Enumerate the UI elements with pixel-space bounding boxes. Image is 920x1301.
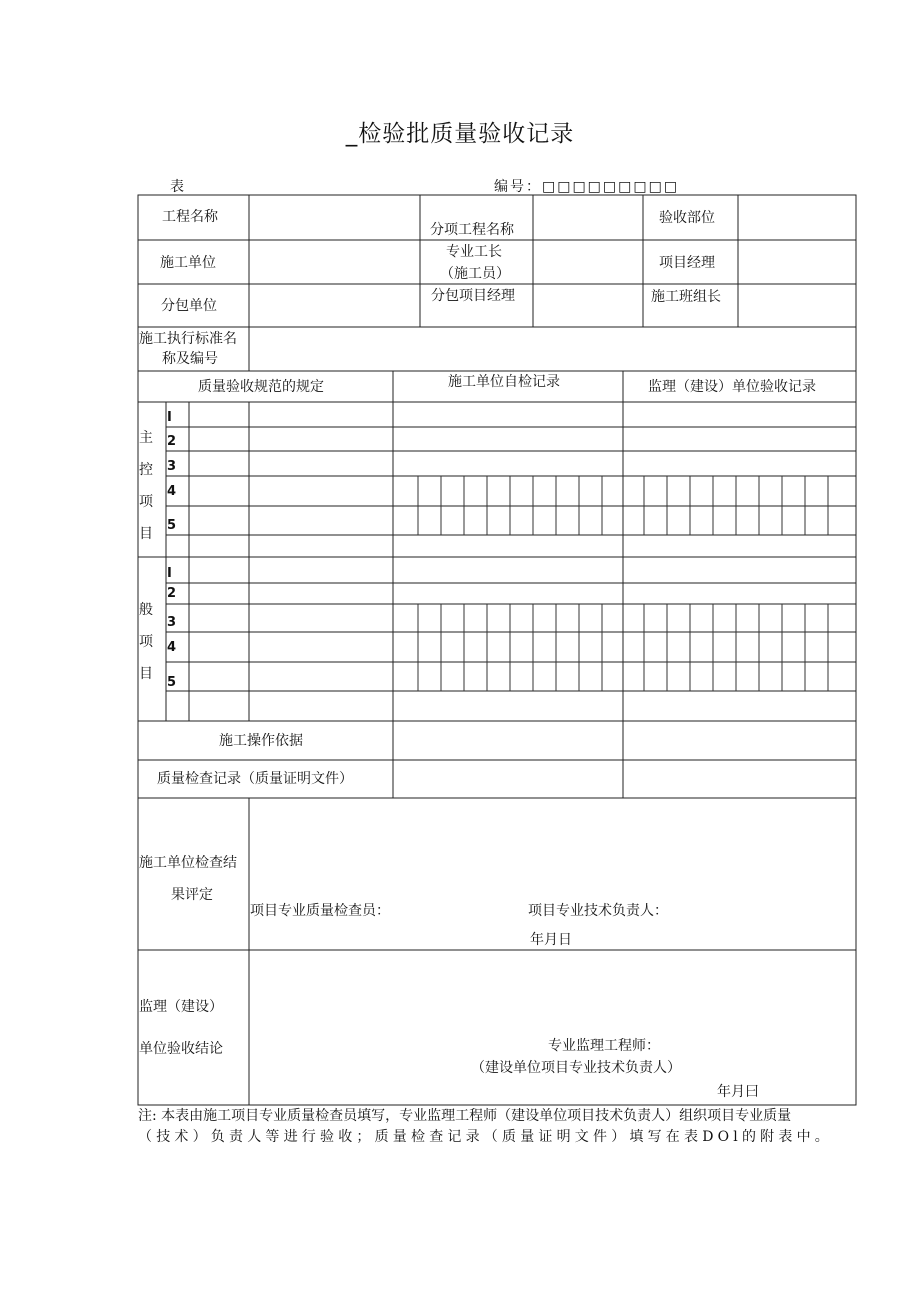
general-item-number: 3: [167, 615, 177, 630]
general-item-number: I: [167, 566, 172, 581]
main-item-number: 4: [167, 484, 177, 499]
general-items-label: 般项目: [139, 602, 153, 682]
sub-project-name-label: 分项工程名称: [430, 222, 514, 238]
self-eval-date: 年月日: [530, 932, 572, 948]
main-items-label: 主控项目: [139, 430, 153, 542]
supervision-conclusion-label-line2: 单位验收结论: [139, 1041, 223, 1057]
foreman-label: 专业工长: [446, 244, 502, 260]
subcontract-unit-label: 分包单位: [161, 298, 217, 314]
general-item-number: 4: [167, 640, 177, 655]
acceptance-part-label: 验收部位: [659, 210, 715, 226]
tech-lead-signature: 项目专业技术负责人：: [528, 903, 668, 919]
self-check-column-header: 施工单位自检记录: [448, 374, 560, 390]
main-item-number: 3: [167, 459, 177, 474]
main-item-number: I: [167, 410, 172, 425]
self-eval-label-line2: 果评定: [171, 887, 213, 903]
subcontract-manager-label: 分包项目经理: [431, 288, 515, 304]
quality-record-label: 质量检查记录（质量证明文件）: [157, 771, 353, 787]
quality-inspector-signature: 项目专业质量检查员：: [250, 903, 390, 919]
supervision-engineer-signature: 专业监理工程师：: [548, 1038, 660, 1054]
standard-label: 施工执行标准名: [139, 331, 237, 347]
construction-unit-label: 施工单位: [160, 255, 216, 271]
project-name-label: 工程名称: [162, 209, 218, 225]
page-title: _检验批质量验收记录: [345, 121, 575, 147]
self-eval-label: 施工单位检查结: [139, 855, 237, 871]
owner-tech-lead-signature: （建设单位项目专业技术负责人）: [471, 1060, 681, 1076]
general-item-number: 5: [167, 675, 177, 690]
main-item-number: 5: [167, 518, 177, 533]
standard-label-line2: 称及编号: [162, 351, 218, 367]
foreman-sub-label: （施工员）: [440, 266, 510, 282]
table-label: 表: [170, 179, 184, 195]
supervision-date: 年月曰: [717, 1084, 759, 1100]
footnote-line2: （技术）负责人等进行验收；质量检查记录（质量证明文件）填写在表DOl的附表中。: [138, 1129, 833, 1145]
main-item-number: 2: [167, 434, 177, 449]
team-leader-label: 施工班组长: [651, 289, 721, 305]
supervision-column-header: 监理（建设）单位验收记录: [648, 379, 816, 395]
spec-column-header: 质量验收规范的规定: [198, 379, 324, 395]
form-number: 编号：□□□□□□□□□: [494, 179, 680, 195]
project-manager-label: 项目经理: [659, 255, 715, 271]
footnote: 注: 本表由施工项目专业质量检查员填写，专业监理工程师（建设单位项目技术负责人）组织项目专业质量: [138, 1108, 792, 1124]
basis-label: 施工操作依据: [219, 733, 303, 749]
general-item-number: 2: [167, 586, 177, 601]
supervision-conclusion-label: 监理（建设）: [139, 999, 223, 1015]
